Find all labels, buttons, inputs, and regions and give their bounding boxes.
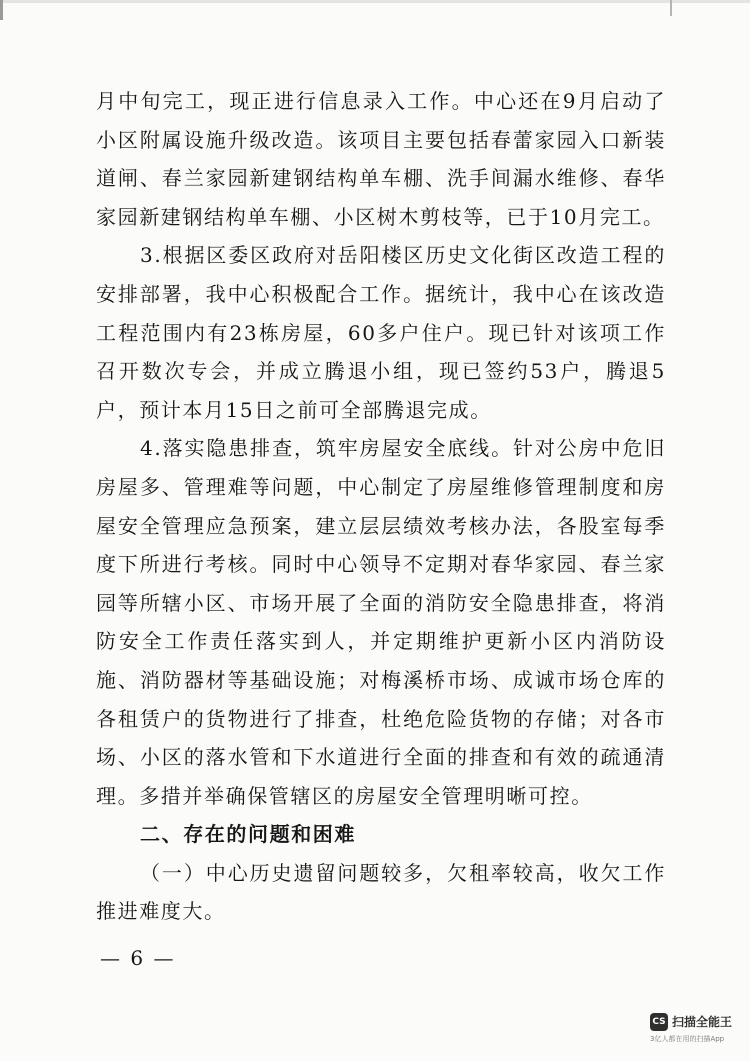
scanner-tagline: 3亿人都在用的扫描App <box>650 1035 725 1043</box>
scan-mark-right <box>670 0 672 16</box>
section-heading: 二、存在的问题和困难 <box>140 822 356 847</box>
paragraph-item-4: 4.落实隐患排查，筑牢房屋安全底线。针对公房中危旧房屋多、管理难等问题，中心制定了房屋维修管理制度和房屋安全管理应急预案，建立层层绩效考核办法，各股室每季度下所进行考核。同时中心领导不定期对春华家园、春兰家园等所辖小区、市场开展了全面的消防安全隐患排查，将消防安全工作责任落实到人，并定期维护更新小区内消防设施、消防器材等基础设施；对梅溪桥市场、成诚市场仓库的各租赁户的货物进行了排查，杜绝危险货物的存储；对各市场、小区的落水管和下水道进行全面的排查和有效的疏通清理。多措并举确保管辖区的房屋安全管理明晰可控。 <box>96 436 666 808</box>
scanner-watermark <box>650 1013 742 1047</box>
subsection-paragraph: （一）中心历史遗留问题较多，欠租率较高，收欠工作推进难度大。 <box>96 860 666 924</box>
scan-mark-left <box>0 0 3 20</box>
page-number: — 6 — <box>100 946 176 970</box>
paragraph-item-3: 3.根据区委区政府对岳阳楼区历史文化街区改造工程的安排部署，我中心积极配合工作。据统计，我中心在该改造工程范围内有23栋房屋，60多户住户。现已针对该项工作召开数次专会，并成立腾退小组，现已签约53户，腾退5户，预计本月15日之前可全部腾退完成。 <box>96 243 666 422</box>
paragraph-continuation: 月中旬完工，现正进行信息录入工作。中心还在9月启动了小区附属设施升级改造。该项目主要包括春蕾家园入口新装道闸、春兰家园新建钢结构单车棚、洗手间漏水维修、春华家园新建钢结构单车棚、小区树木剪枝等，已于10月完工。 <box>96 89 666 229</box>
scanner-app-name: 扫描全能王 <box>672 1015 733 1029</box>
scan-edge-top <box>0 0 750 3</box>
scanner-logo-icon: CS <box>650 1013 668 1031</box>
document-body <box>96 82 666 931</box>
